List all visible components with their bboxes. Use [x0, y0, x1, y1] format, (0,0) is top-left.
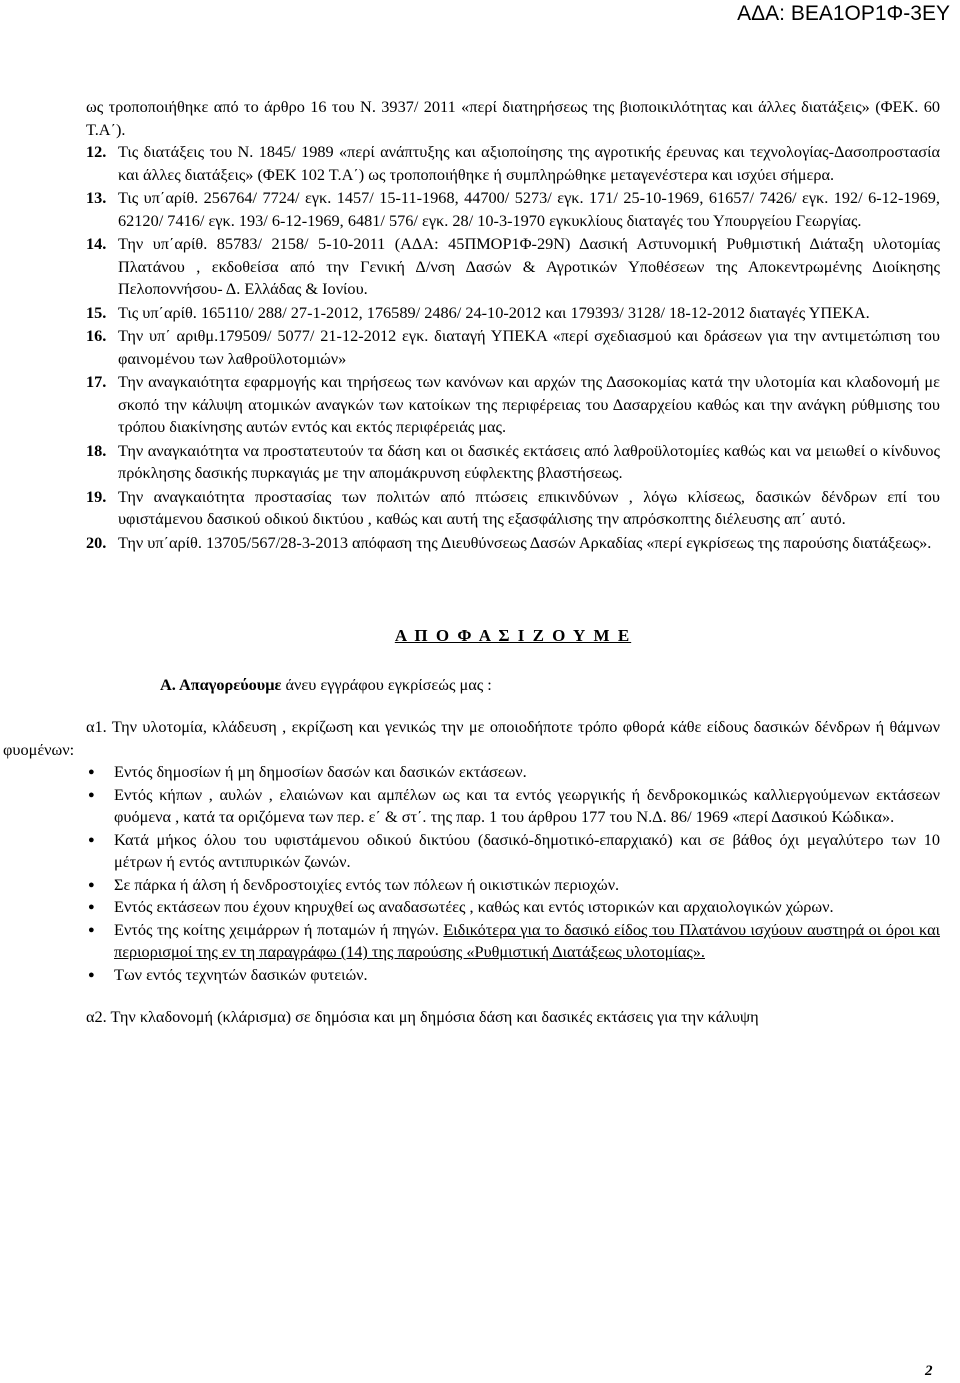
section-a-heading: [160, 674, 940, 697]
item-text: Τις διατάξεις του Ν. 1845/ 1989 «περί ανάπτυξης και αξιοποίησης της αγροτικής έρευνας και τεχνολογίας-Δασοπροστασία και άλλες διατάξεις» (ΦΕΚ 102 Τ.Α΄) ως τροποποιήθηκε ή συμπληρώθηκε μεταγενέστερα και ισχύει σήμερα.: [118, 142, 940, 184]
a2-text: Την κλαδονομή (κλάρισμα) σε δημόσια και μη δημόσια δάση και δασικές εκτάσεις για την κάλυψη: [106, 1007, 759, 1026]
document-body: [3, 96, 940, 1029]
item-number: 13.: [86, 188, 107, 207]
ada-code: ΑΔΑ: ΒΕΑ1ΟΡ1Φ-3ΕΥ: [737, 2, 950, 25]
consideration-item: [86, 141, 940, 186]
bullet-item: ● Κατά μήκος όλου του υφιστάμενου οδικού δικτύου (δασικό-δημοτικό-επαρχιακό) και σε βάθος όχι μεγαλύτερο των 10 μέτρων ή εντός αντιπυρικών ζωνών.: [114, 829, 940, 874]
bullet-6-plain: Εντός της κοίτης χειμάρρων ή ποταμών ή πηγών.: [114, 919, 444, 939]
a1-label: α1.: [86, 717, 107, 736]
item-number: 15.: [86, 302, 107, 322]
consideration-item: [86, 440, 940, 485]
section-a-label: Α. Απαγορεύουμε: [160, 674, 282, 694]
consideration-item: [86, 302, 940, 325]
consideration-item: [86, 371, 940, 439]
consideration-item: [86, 532, 940, 555]
bullet-item: ● Εντός δημοσίων ή μη δημοσίων δασών και δασικών εκτάσεων.: [114, 761, 940, 784]
bullet-item: ● Των εντός τεχνητών δασικών φυτειών.: [114, 964, 940, 987]
intro-line: ως τροποποιήθηκε από το άρθρο 16 του Ν. 3937/ 2011 «περί διατηρήσεως της βιοποικιλότητας και άλλες διατάξεις» (ΦΕΚ. 60 Τ.Α΄).: [86, 97, 940, 139]
item-text: Την αναγκαιότητα προστασίας των πολιτών από πτώσεις επικινδύνων , λόγω κλίσεως, δασικών δένδρων επί του υφιστάμενου δασικού οδικού δικτύου , καθώς και αυτή της εξασφάλισης την απρόσκοπτης διέλευσης απ΄ αυτό.: [118, 486, 940, 528]
a2-paragraph: [86, 1006, 940, 1029]
consideration-item: [86, 233, 940, 301]
item-text: Την υπ΄αρίθ. 85783/ 2158/ 5-10-2011 (ΑΔΑ: 45ΠΜΟΡ1Φ-29Ν) Δασική Αστυνομική Ρυθμιστική Διάταξη υλοτομίας Πλατάνου , εκδοθείσα από την Γενική Δ/νση Δασών & Αγροτικών Υποθέσεων της Αποκεντρωμένης Διοίκησης Πελοποννήσου- Δ. Ελλάδας & Ιονίου.: [118, 234, 940, 298]
considerations-list: [86, 141, 940, 554]
item-number: 12.: [86, 142, 107, 161]
a2-label: α2.: [86, 1007, 107, 1026]
consideration-item: [86, 486, 940, 531]
consideration-item: [86, 325, 940, 370]
item-number: 19.: [86, 486, 107, 506]
item-number: 17.: [86, 372, 107, 391]
bullet-6-underlined: Ειδικότερα για το δασικό είδος του Πλατάνου ισχύουν αυστηρά οι όροι και περιορισμοί της εν τη παραγράφω (14) της παρούσης «Ρυθμιστική Διατάξεως υλοτομίας».: [114, 919, 940, 961]
bullet-item: ● Εντός εκτάσεων που έχουν κηρυχθεί ως αναδασωτέες , καθώς και εντός ιστορικών και αρχαιολογικών χώρων.: [114, 896, 940, 919]
page-number: 2: [925, 1363, 933, 1379]
item-text: Την αναγκαιότητα να προστατευτούν τα δάση και οι δασικές εκτάσεις από λαθροϋλοτομίες καθώς και να μειωθεί ο κίνδυνος πρόκλησης δασικής πυρκαγιάς με την απομάκρυνση εύφλεκτης βλαστήσεως.: [118, 440, 940, 482]
item-text: Την αναγκαιότητα εφαρμογής και τηρήσεως των κανόνων και αρχών της Δασοκομίας κατά την υλοτομία και κλαδονομή με σκοπό την κάλυψη ατομικών αναγκών των κατοίκων της περιφέρειας του Δασαρχείου καθώς και την ανάγκη ρύθμισης του τρόπου διακίνησης αυτών εντός και εκτός περιφέρειάς μας.: [118, 372, 940, 436]
bullet-item: ● Σε πάρκα ή άλση ή δενδροστοιχίες εντός των πόλεων ή οικιστικών περιοχών.: [114, 874, 940, 897]
a1-text: Την υλοτομία, κλάδευση , εκρίζωση και γενικώς την με οποιοδήποτε τρόπο φθορά κάθε είδους δασικών δένδρων ή θάμνων φυομένων:: [3, 717, 940, 759]
item-number: 14.: [86, 234, 107, 253]
bullet-item: [114, 919, 940, 964]
a1-bullet-list: [86, 761, 940, 986]
item-text: Την υπ΄ αριθμ.179509/ 5077/ 21-12-2012 εγκ. διαταγή ΥΠΕΚΑ «περί σχεδιασμού και δράσεων για την αντιμετώπιση του φαινομένου των λαθροϋλοτομιών»: [118, 326, 940, 368]
item-number: 16.: [86, 326, 107, 345]
item-text: Τις υπ΄αρίθ. 256764/ 7724/ εγκ. 1457/ 15-11-1968, 44700/ 5273/ εγκ. 171/ 25-10-1969, 61657/ 7426/ εγκ. 192/ 6-12-1969, 62120/ 7416/ εγκ. 193/ 6-12-1969, 6481/ 576/ εγκ. 28/ 10-3-1970 εγκυκλίους διαταγές του Υπουργείου Γεωργίας.: [118, 188, 940, 230]
item-text: Τις υπ΄αρίθ. 165110/ 288/ 27-1-2012, 176589/ 2486/ 24-10-2012 και 179393/ 3128/ 18-12-2012 διαταγές ΥΠΕΚΑ.: [118, 302, 870, 322]
section-a-rest: άνευ εγγράφου εγκρίσεώς μας :: [281, 674, 492, 694]
decision-title: Α Π Ο Φ Α Σ Ι Ζ Ο Υ Μ Ε: [394, 626, 632, 645]
consideration-item: [86, 187, 940, 232]
a1-paragraph: [3, 716, 940, 761]
item-text: Την υπ΄αρίθ. 13705/567/28-3-2013 απόφαση της Διευθύνσεως Δασών Αρκαδίας «περί εγκρίσεως της παρούσης διατάξεως».: [118, 532, 932, 552]
item-number: 18.: [86, 440, 107, 460]
bullet-item: ● Εντός κήπων , αυλών , ελαιώνων και αμπέλων ως και τα εντός γεωργικής ή δενδροκομικώς καλλιεργούμενων εκτάσεων φυόμενα , κατά τα οριζόμενα των περ. ε΄ & στ΄. της παρ. 1 του άρθρου 177 του Ν.Δ. 86/ 1969 «περί Δασικού Κώδικα».: [114, 784, 940, 829]
item-number: 20.: [86, 532, 107, 552]
